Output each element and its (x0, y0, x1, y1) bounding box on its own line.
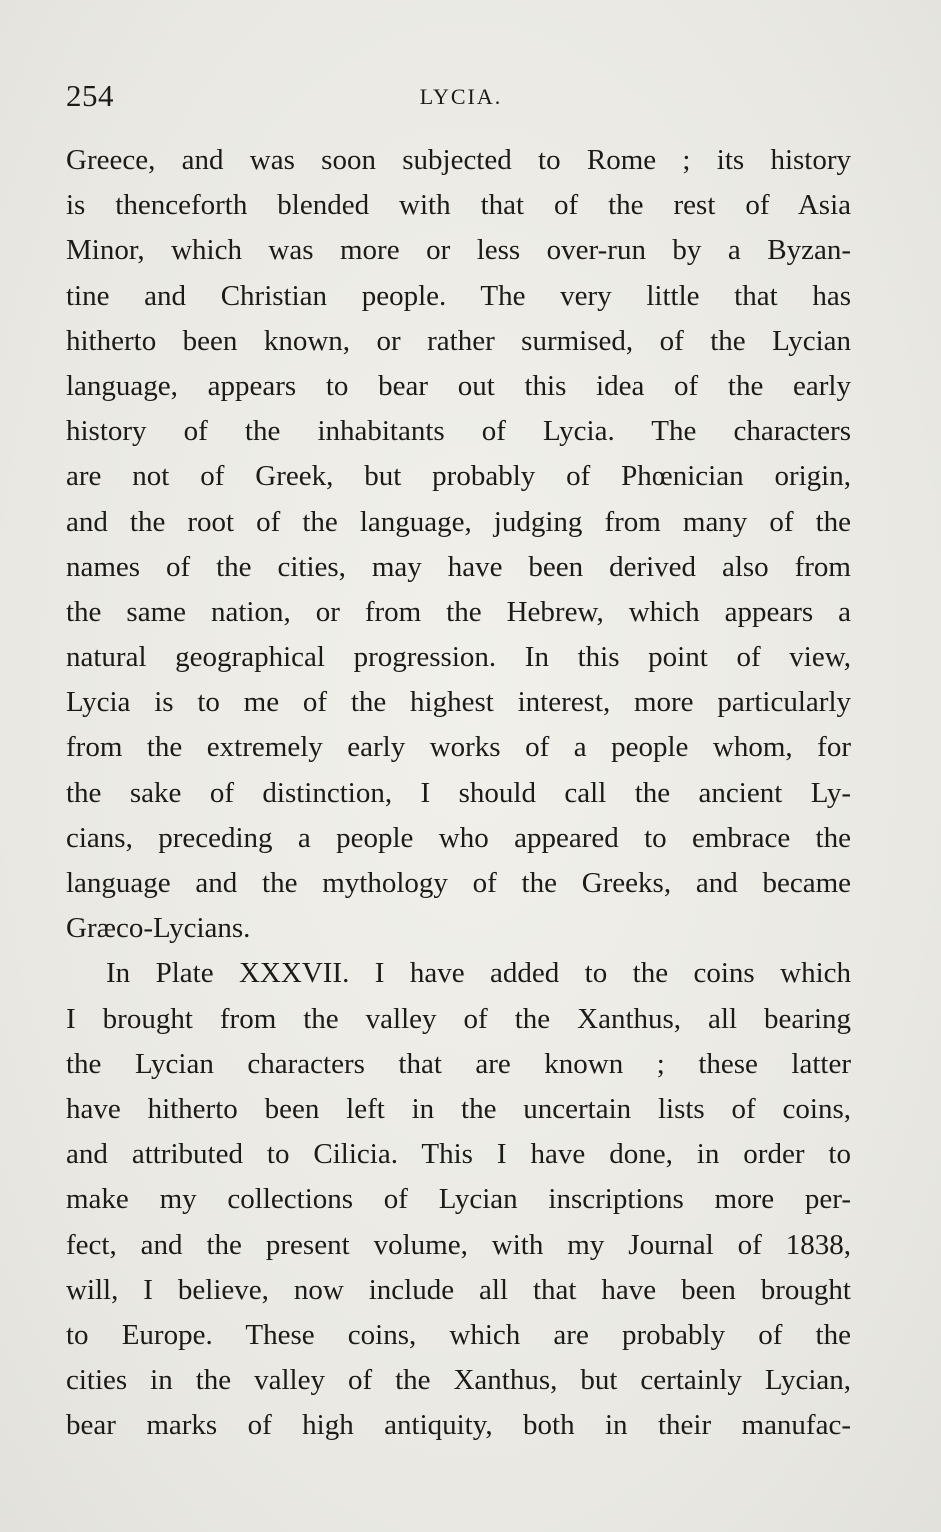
text-line: tine and Christian people. The very little that has (66, 279, 851, 312)
text-line: Græco-Lycians. (66, 912, 251, 945)
body-text (66, 138, 851, 1448)
text-line: natural geographical progression. In this point of view, (66, 641, 851, 674)
text-line: are not of Greek, but probably of Phœnician origin, (66, 460, 851, 493)
page-number: 254 (66, 78, 114, 113)
text-line: Minor, which was more or less over-run by a Byzan- (66, 234, 851, 267)
text-line: the sake of distinction, I should call the ancient Ly- (66, 776, 851, 809)
page-header (66, 78, 856, 114)
text-line: make my collections of Lycian inscriptions more per- (66, 1183, 851, 1216)
text-line: will, I believe, now include all that have been brought (66, 1273, 851, 1306)
text-line: I brought from the valley of the Xanthus, all bearing (66, 1002, 851, 1035)
text-line: the Lycian characters that are known ; these latter (66, 1047, 851, 1080)
text-line: have hitherto been left in the uncertain lists of coins, (66, 1092, 851, 1125)
text-line: and the root of the language, judging from many of the (66, 505, 851, 538)
text-line: In Plate XXXVII. I have added to the coins which (106, 957, 851, 990)
paragraph (66, 138, 851, 951)
text-line: cities in the valley of the Xanthus, but certainly Lycian, (66, 1364, 851, 1397)
paragraph (66, 951, 851, 1448)
text-line: the same nation, or from the Hebrew, which appears a (66, 595, 851, 628)
text-line: bear marks of high antiquity, both in their manufac- (66, 1409, 851, 1442)
text-line: Greece, and was soon subjected to Rome ; its history (66, 144, 851, 176)
text-line: names of the cities, may have been derived also from (66, 550, 851, 583)
running-head: LYCIA. (419, 84, 503, 109)
text-line: and attributed to Cilicia. This I have done, in order to (66, 1138, 851, 1171)
text-line: to Europe. These coins, which are probably of the (66, 1318, 851, 1351)
text-line: cians, preceding a people who appeared to embrace the (66, 821, 851, 854)
text-line: fect, and the present volume, with my Journal of 1838, (66, 1228, 851, 1261)
text-line: from the extremely early works of a people whom, for (66, 731, 851, 764)
text-line: is thenceforth blended with that of the rest of Asia (66, 189, 851, 222)
text-line: language, appears to bear out this idea of the early (66, 369, 851, 402)
text-line: Lycia is to me of the highest interest, more particularly (66, 686, 851, 719)
text-line: language and the mythology of the Greeks, and became (66, 867, 851, 899)
text-line: hitherto been known, or rather surmised, of the Lycian (66, 324, 851, 357)
text-line: history of the inhabitants of Lycia. The characters (66, 415, 851, 448)
